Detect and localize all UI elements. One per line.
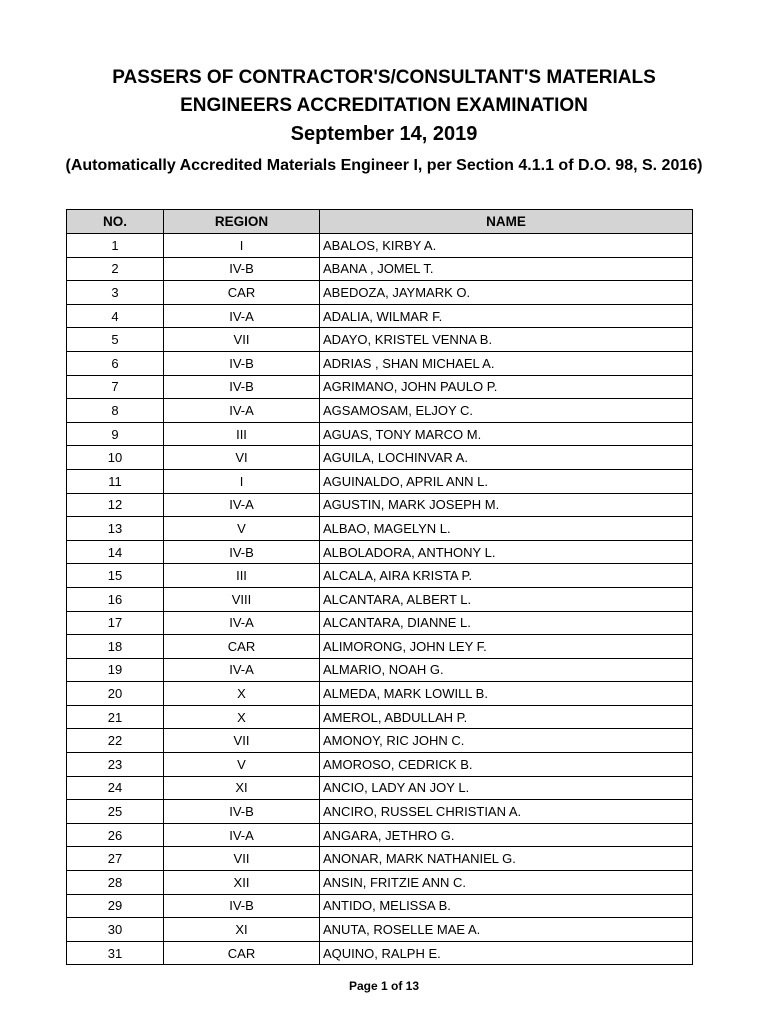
cell-name: ALCALA, AIRA KRISTA P. <box>320 564 693 588</box>
cell-name: AGUAS, TONY MARCO M. <box>320 422 693 446</box>
page-number: Page 1 of 13 <box>348 979 420 993</box>
cell-name: ALBAO, MAGELYN L. <box>320 517 693 541</box>
cell-name: ALBOLADORA, ANTHONY L. <box>320 540 693 564</box>
cell-no: 23 <box>67 753 164 777</box>
cell-region: CAR <box>164 941 320 965</box>
cell-region: IV-B <box>164 540 320 564</box>
cell-region: IV-A <box>164 611 320 635</box>
table-row <box>67 729 693 753</box>
cell-region: V <box>164 517 320 541</box>
table-row <box>67 611 693 635</box>
cell-no: 24 <box>67 776 164 800</box>
cell-region: XI <box>164 776 320 800</box>
table-row <box>67 351 693 375</box>
cell-no: 27 <box>67 847 164 871</box>
table-row <box>67 281 693 305</box>
table-row <box>67 894 693 918</box>
cell-no: 26 <box>67 823 164 847</box>
cell-name: ABALOS, KIRBY A. <box>320 234 693 258</box>
cell-name: ANGARA, JETHRO G. <box>320 823 693 847</box>
cell-no: 4 <box>67 304 164 328</box>
cell-region: IV-B <box>164 894 320 918</box>
cell-region: VII <box>164 328 320 352</box>
table-row <box>67 234 693 258</box>
cell-region: IV-B <box>164 351 320 375</box>
cell-name: AGUINALDO, APRIL ANN L. <box>320 469 693 493</box>
cell-no: 13 <box>67 517 164 541</box>
table-row <box>67 517 693 541</box>
cell-no: 6 <box>67 351 164 375</box>
cell-region: I <box>164 234 320 258</box>
table-row <box>67 705 693 729</box>
cell-no: 9 <box>67 422 164 446</box>
cell-name: AMEROL, ABDULLAH P. <box>320 705 693 729</box>
table-row <box>67 446 693 470</box>
cell-region: X <box>164 705 320 729</box>
cell-region: IV-A <box>164 304 320 328</box>
cell-name: ALIMORONG, JOHN LEY F. <box>320 635 693 659</box>
cell-no: 17 <box>67 611 164 635</box>
table-row <box>67 304 693 328</box>
table-row <box>67 823 693 847</box>
table-row <box>67 422 693 446</box>
cell-name: ADAYO, KRISTEL VENNA B. <box>320 328 693 352</box>
cell-name: ANONAR, MARK NATHANIEL G. <box>320 847 693 871</box>
cell-region: VII <box>164 729 320 753</box>
cell-no: 28 <box>67 871 164 895</box>
cell-no: 14 <box>67 540 164 564</box>
cell-region: X <box>164 682 320 706</box>
cell-region: CAR <box>164 281 320 305</box>
cell-no: 18 <box>67 635 164 659</box>
table-body <box>67 234 693 965</box>
cell-no: 31 <box>67 941 164 965</box>
table-row <box>67 682 693 706</box>
cell-name: ABANA , JOMEL T. <box>320 257 693 281</box>
cell-no: 16 <box>67 587 164 611</box>
exam-date: September 14, 2019 <box>290 123 478 145</box>
table-row <box>67 469 693 493</box>
table-row <box>67 564 693 588</box>
cell-name: ADALIA, WILMAR F. <box>320 304 693 328</box>
cell-no: 20 <box>67 682 164 706</box>
table-row <box>67 375 693 399</box>
cell-no: 30 <box>67 918 164 942</box>
cell-name: AMONOY, RIC JOHN C. <box>320 729 693 753</box>
cell-no: 7 <box>67 375 164 399</box>
cell-region: IV-A <box>164 658 320 682</box>
cell-name: AGUSTIN, MARK JOSEPH M. <box>320 493 693 517</box>
table-row <box>67 918 693 942</box>
passers-table <box>66 209 693 965</box>
cell-name: ANSIN, FRITZIE ANN C. <box>320 871 693 895</box>
cell-region: VI <box>164 446 320 470</box>
cell-name: ANCIO, LADY AN JOY L. <box>320 776 693 800</box>
cell-no: 5 <box>67 328 164 352</box>
table-row <box>67 257 693 281</box>
cell-region: III <box>164 564 320 588</box>
cell-name: AGSAMOSAM, ELJOY C. <box>320 399 693 423</box>
cell-region: IV-A <box>164 823 320 847</box>
table-row <box>67 800 693 824</box>
table-row <box>67 753 693 777</box>
cell-region: IV-B <box>164 375 320 399</box>
title-line-2: ENGINEERS ACCREDITATION EXAMINATION <box>180 95 588 116</box>
cell-no: 19 <box>67 658 164 682</box>
cell-no: 8 <box>67 399 164 423</box>
cell-name: ANTIDO, MELISSA B. <box>320 894 693 918</box>
cell-no: 3 <box>67 281 164 305</box>
cell-region: I <box>164 469 320 493</box>
cell-name: AGRIMANO, JOHN PAULO P. <box>320 375 693 399</box>
table-header-row <box>67 210 693 234</box>
table-row <box>67 493 693 517</box>
cell-region: XII <box>164 871 320 895</box>
cell-region: IV-A <box>164 399 320 423</box>
cell-region: CAR <box>164 635 320 659</box>
cell-name: ANUTA, ROSELLE MAE A. <box>320 918 693 942</box>
cell-no: 22 <box>67 729 164 753</box>
cell-region: V <box>164 753 320 777</box>
table-row <box>67 776 693 800</box>
cell-name: ALMEDA, MARK LOWILL B. <box>320 682 693 706</box>
cell-region: VIII <box>164 587 320 611</box>
accreditation-note: (Automatically Accredited Materials Engineer I, per Section 4.1.1 of D.O. 98, S. 2016) <box>65 157 703 174</box>
column-header-name: NAME <box>320 210 693 234</box>
table-row <box>67 399 693 423</box>
cell-region: VII <box>164 847 320 871</box>
cell-region: IV-B <box>164 257 320 281</box>
table-row <box>67 658 693 682</box>
cell-no: 25 <box>67 800 164 824</box>
cell-region: IV-B <box>164 800 320 824</box>
cell-name: ALMARIO, NOAH G. <box>320 658 693 682</box>
table-row <box>67 847 693 871</box>
cell-region: XI <box>164 918 320 942</box>
cell-no: 11 <box>67 469 164 493</box>
cell-name: AQUINO, RALPH E. <box>320 941 693 965</box>
cell-no: 12 <box>67 493 164 517</box>
table-row <box>67 328 693 352</box>
cell-name: ALCANTARA, DIANNE L. <box>320 611 693 635</box>
table-row <box>67 635 693 659</box>
title-line-1: PASSERS OF CONTRACTOR'S/CONSULTANT'S MATERIALS <box>112 67 656 88</box>
column-header-region: REGION <box>164 210 320 234</box>
cell-no: 1 <box>67 234 164 258</box>
cell-no: 15 <box>67 564 164 588</box>
cell-no: 2 <box>67 257 164 281</box>
column-header-no: NO. <box>67 210 164 234</box>
table-row <box>67 540 693 564</box>
table-row <box>67 871 693 895</box>
cell-no: 10 <box>67 446 164 470</box>
cell-region: IV-A <box>164 493 320 517</box>
cell-no: 29 <box>67 894 164 918</box>
cell-name: AGUILA, LOCHINVAR A. <box>320 446 693 470</box>
table-row <box>67 587 693 611</box>
cell-no: 21 <box>67 705 164 729</box>
cell-name: ABEDOZA, JAYMARK O. <box>320 281 693 305</box>
cell-region: III <box>164 422 320 446</box>
cell-name: ANCIRO, RUSSEL CHRISTIAN A. <box>320 800 693 824</box>
cell-name: ADRIAS , SHAN MICHAEL A. <box>320 351 693 375</box>
cell-name: AMOROSO, CEDRICK B. <box>320 753 693 777</box>
cell-name: ALCANTARA, ALBERT L. <box>320 587 693 611</box>
table-row <box>67 941 693 965</box>
